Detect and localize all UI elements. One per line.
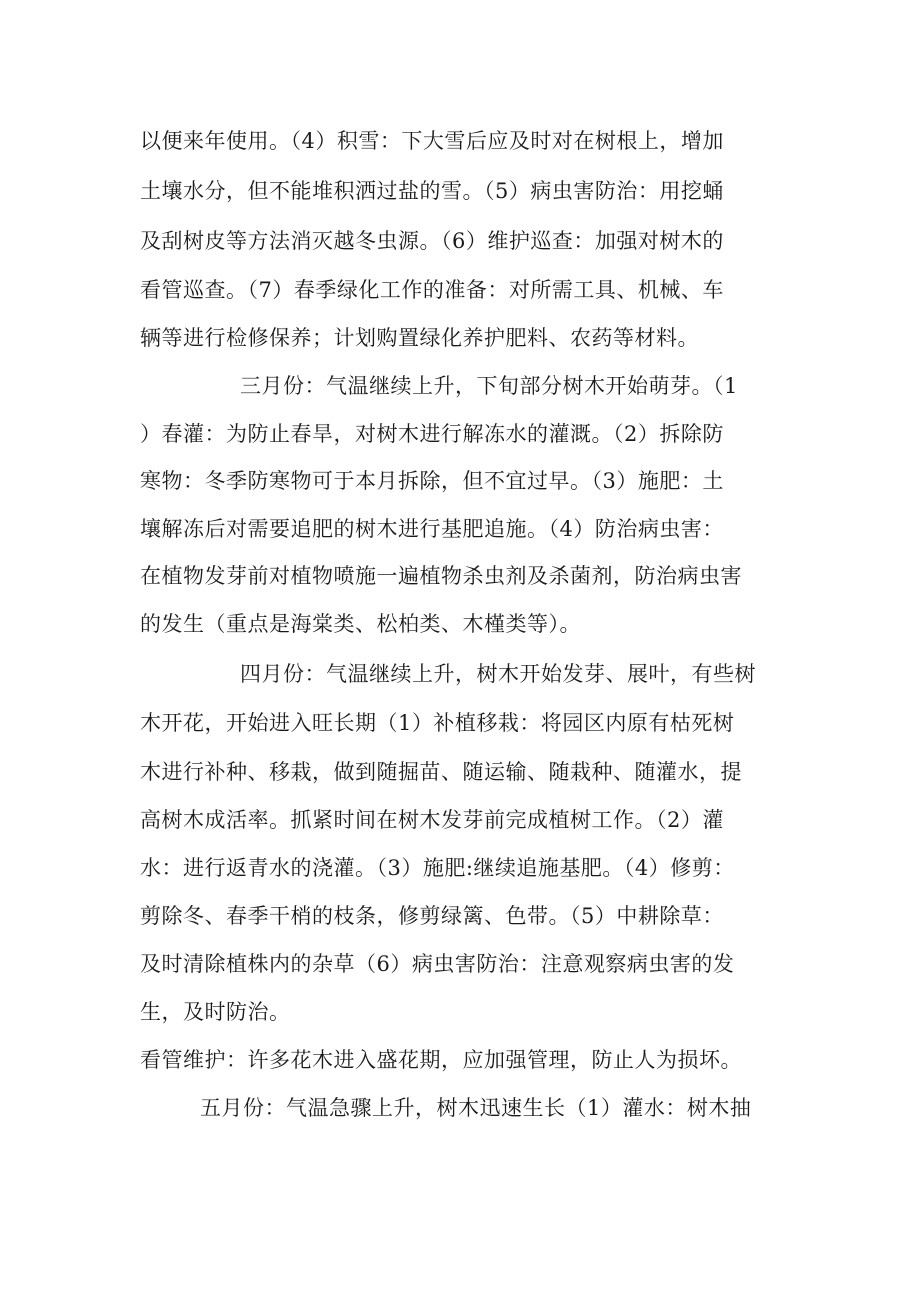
text-line: 辆等进行检修保养；计划购置绿化养护肥料、农药等材料。 (140, 326, 699, 350)
text-line: 寒物：冬季防寒物可于本月拆除，但不宜过早。（3）施肥：土 (140, 469, 724, 493)
paragraph-start-maintenance: 看管维护：许多花木进入盛花期，应加强管理，防止人为损坏。 (140, 1048, 742, 1072)
text-line: 剪除冬、春季干梢的枝条，修剪绿篱、色带。（5）中耕除草： (140, 904, 724, 928)
text-line: 在植物发芽前对植物喷施一遍植物杀虫剂及杀菌剂，防治病虫害 (140, 564, 742, 588)
paragraph-start-march: 三月份：气温继续上升，下旬部分树木开始萌芽。（1 (240, 374, 738, 398)
text-line: 高树木成活率。抓紧时间在树木发芽前完成植树工作。（2）灌 (140, 808, 724, 832)
paragraph-start-april: 四月份：气温继续上升，树木开始发芽、展叶，有些树 (240, 662, 756, 686)
text-line: 木开花，开始进入旺长期（1）补植移栽：将园区内原有枯死树 (140, 711, 735, 735)
text-line: 生，及时防治。 (140, 1000, 291, 1024)
text-line: 的发生（重点是海棠类、松柏类、木槿类等）。 (140, 612, 581, 636)
text-line: 以便来年使用。（4）积雪：下大雪后应及时对在树根上，增加 (140, 129, 724, 153)
text-line: 水：进行返青水的浇灌。（3）施肥:继续追施基肥。（4）修剪： (140, 856, 735, 880)
text-line: 看管巡查。（7）春季绿化工作的准备：对所需工具、机械、车 (140, 278, 724, 302)
text-line: 及时清除植株内的杂草（6）病虫害防治：注意观察病虫害的发 (140, 952, 735, 976)
text-line: 壤解冻后对需要追肥的树木进行基肥追施。（4）防治病虫害： (140, 517, 724, 541)
paragraph-start-may: 五月份：气温急骤上升，树木迅速生长（1）灌水：树木抽 (200, 1096, 752, 1120)
text-line: 及刮树皮等方法消灭越冬虫源。（6）维护巡查：加强对树木的 (140, 229, 724, 253)
text-line: 木进行补种、移栽，做到随掘苗、随运输、随栽种、随灌水，提 (140, 760, 742, 784)
text-line: ）春灌：为防止春旱，对树木进行解冻水的灌溉。（2）拆除防 (140, 422, 724, 446)
text-line: 土壤水分，但不能堆积洒过盐的雪。（5）病虫害防治：用挖蛹 (140, 179, 724, 203)
